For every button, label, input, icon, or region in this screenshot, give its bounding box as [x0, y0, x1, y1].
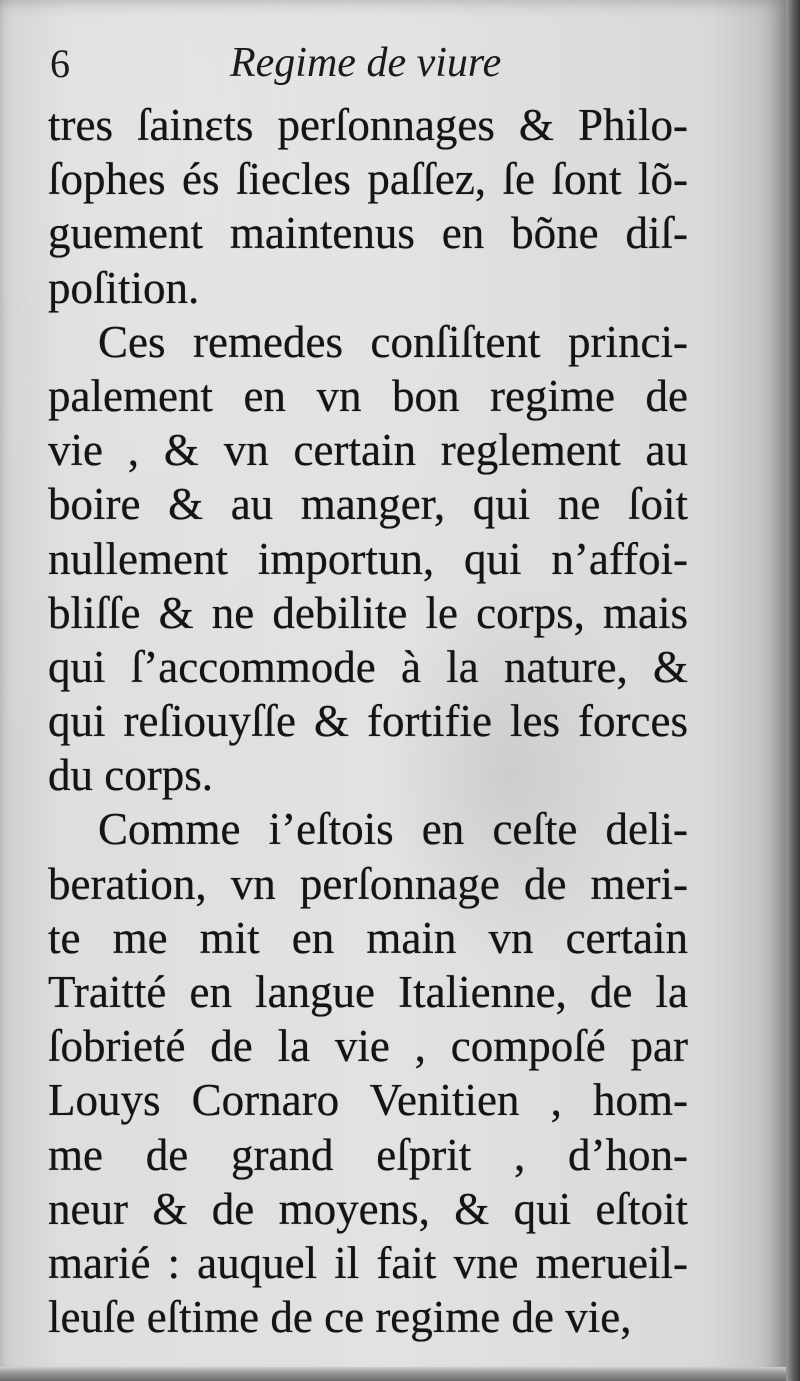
text-line: du corps.: [48, 750, 213, 801]
text-line: guement maintenus en bõne diſ-: [48, 208, 688, 259]
text-line: Comme i’eſtois en ceſte deli-: [98, 804, 688, 855]
text-line: poſition.: [48, 262, 200, 313]
page-header: [50, 38, 740, 98]
running-title: Regime de viure: [230, 40, 502, 86]
page-number: 6: [50, 41, 70, 86]
text-line: tres ſainɛts perſonnages & Philo-: [48, 100, 688, 150]
text-line: ſophes és ſiecles paſſez, ſe ſont lõ-: [48, 154, 688, 205]
text-line: neur & de moyens, & qui eſtoit: [48, 1183, 688, 1234]
text-line: nullement importun, qui n’affoi-: [48, 533, 688, 584]
text-line: me de grand eſprit , d’hon-: [48, 1129, 688, 1180]
body-text: [48, 98, 688, 1344]
text-line: Louys Cornaro Venitien , hom-: [48, 1075, 688, 1126]
text-line: qui ſ’accommode à la nature, &: [48, 641, 688, 692]
page-bottom-edge: [0, 1367, 786, 1381]
text-line: qui reſiouyſſe & fortifie les forces: [48, 696, 688, 747]
text-line: te me mit en main vn certain: [48, 912, 688, 963]
text-line: leuſe eſtime de ce regime de vie,: [48, 1292, 632, 1343]
text-line: vie , & vn certain reglement au: [48, 425, 688, 476]
text-line: palement en vn bon regime de: [48, 370, 688, 421]
text-line: Ces remedes conſiſtent princi-: [98, 316, 688, 367]
text-line: bliſſe & ne debilite le corps, mais: [48, 587, 688, 638]
text-line: marié : auquel il fait vne merueil-: [48, 1237, 688, 1288]
text-line: ſobrieté de la vie , compoſé par: [48, 1021, 688, 1072]
text-line: beration, vn perſonnage de meri-: [48, 858, 688, 909]
text-line: Traitté en langue Italienne, de la: [48, 967, 688, 1017]
text-line: boire & au manger, qui ne ſoit: [48, 479, 688, 530]
page-spine-edge: [786, 0, 800, 1381]
